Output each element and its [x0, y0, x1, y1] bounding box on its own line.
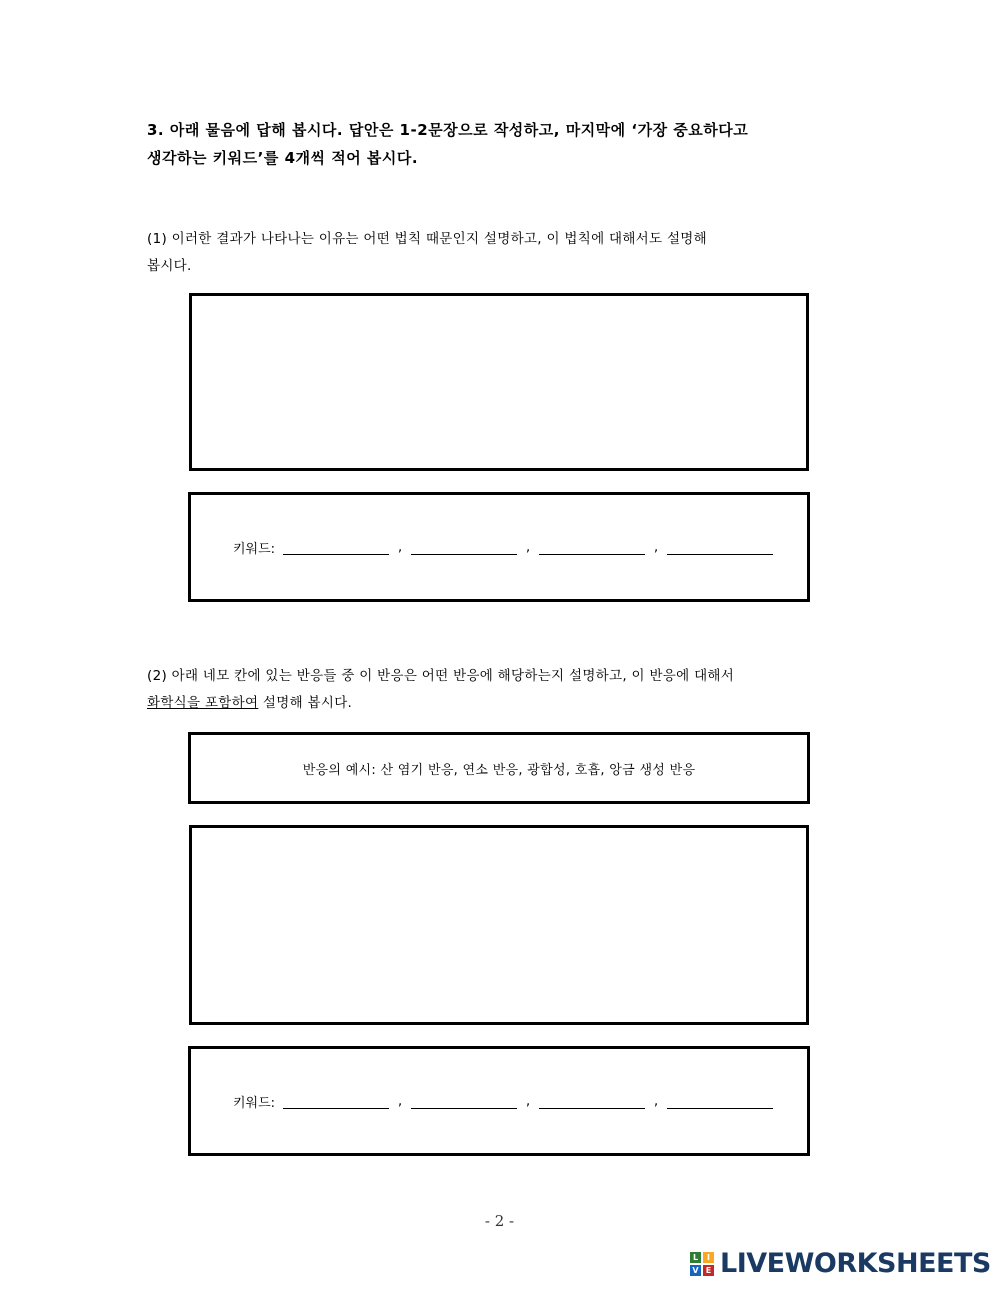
part2-prompt-line2 [147, 690, 867, 717]
part2-keyword-separator: , [653, 1093, 659, 1109]
part2-keyword-blank-1[interactable] [283, 1094, 389, 1109]
question-title-line1: 3. 아래 물음에 답해 봅시다. 답안은 1-2문장으로 작성하고, 마지막에 ‘가장 중요하다고 [147, 121, 749, 139]
question-title [147, 116, 867, 172]
logo-letter-l: L [690, 1252, 701, 1263]
part1-keyword-blank-3[interactable] [539, 540, 645, 555]
part2-prompt-line1: (2) 아래 네모 칸에 있는 반응들 중 이 반응은 어떤 반응에 해당하는지 설명하고, 이 반응에 대해서 [147, 668, 735, 684]
part2-keyword-blank-4[interactable] [667, 1094, 773, 1109]
part2-underlined-phrase: 화학식을 포함하여 [147, 695, 259, 711]
part1-answer-box[interactable] [189, 293, 809, 471]
logo-letter-v: V [690, 1265, 701, 1276]
part2-answer-box[interactable] [189, 825, 809, 1025]
part1-keyword-blank-4[interactable] [667, 540, 773, 555]
logo-letter-e: E [703, 1265, 714, 1276]
logo-letter-i: I [703, 1252, 714, 1263]
part1-keyword-separator: , [525, 539, 531, 555]
reaction-examples-text: 반응의 예시: 산 염기 반응, 연소 반응, 광합성, 호흡, 앙금 생성 반응 [302, 762, 696, 778]
part1-prompt [147, 226, 867, 280]
part1-prompt-line1: (1) 이러한 결과가 나타나는 이유는 어떤 법칙 때문인지 설명하고, 이 법칙에 대해서도 설명해 [147, 231, 707, 247]
part1-keyword-separator: , [653, 539, 659, 555]
part1-keywords-box [188, 492, 810, 602]
part2-prompt-line2-rest: 설명해 봅시다. [258, 695, 353, 711]
part2-prompt [147, 663, 867, 717]
part2-keyword-separator: , [397, 1093, 403, 1109]
part2-keyword-blank-3[interactable] [539, 1094, 645, 1109]
part1-keywords-label: 키워드: [233, 541, 276, 557]
brand-name: LIVEWORKSHEETS [720, 1248, 991, 1279]
question-title-line2: 생각하는 키워드’를 4개씩 적어 봅시다. [147, 149, 419, 167]
part1-prompt-line2: 봅시다. [147, 258, 192, 274]
part2-keywords-row [233, 1049, 773, 1153]
part2-keyword-separator: , [525, 1093, 531, 1109]
part1-keyword-blank-2[interactable] [411, 540, 517, 555]
part2-keywords-label: 키워드: [233, 1095, 276, 1111]
part1-keyword-separator: , [397, 539, 403, 555]
part2-keyword-blank-2[interactable] [411, 1094, 517, 1109]
reaction-examples-box [188, 732, 810, 804]
part1-keyword-blank-1[interactable] [283, 540, 389, 555]
logo-grid-icon [690, 1252, 714, 1276]
page-number: - 2 - [484, 1212, 515, 1230]
liveworksheets-logo [690, 1248, 991, 1279]
part1-keywords-row [233, 495, 773, 599]
part2-keywords-box [188, 1046, 810, 1156]
